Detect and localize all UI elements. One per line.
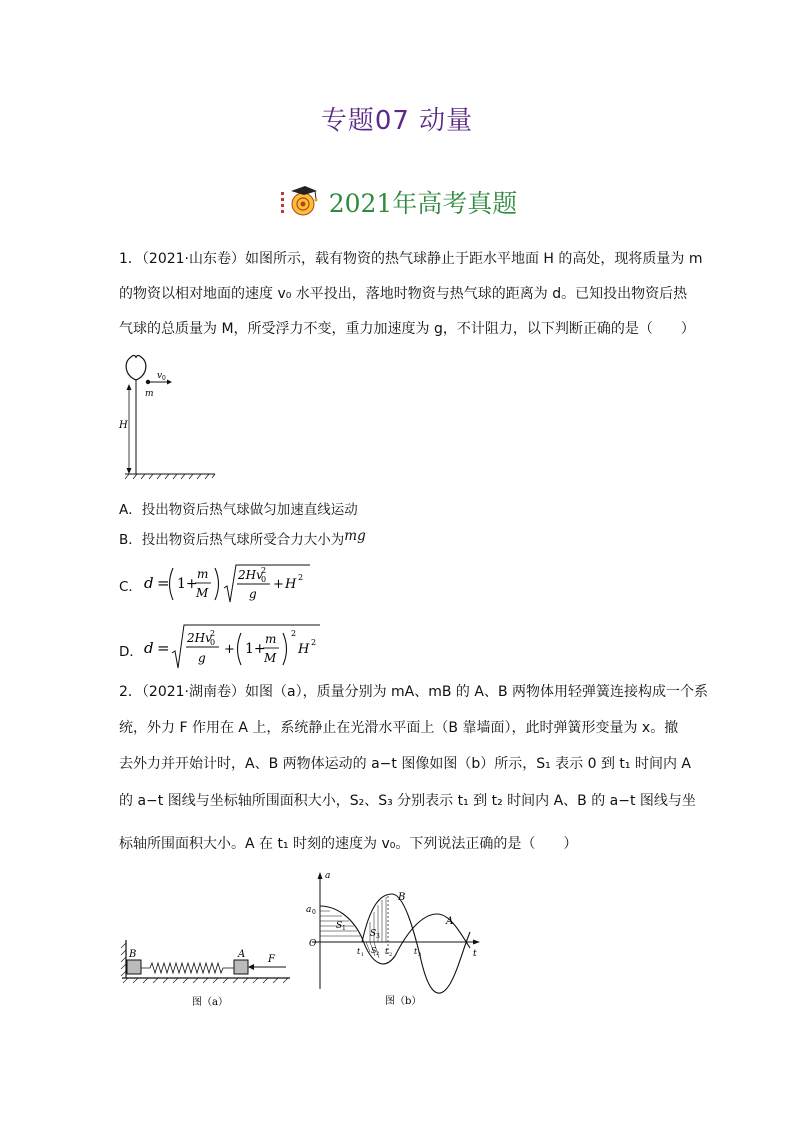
q2-figure-b <box>300 866 490 1008</box>
fig-a-F: F <box>268 954 275 965</box>
svg-text:2: 2 <box>261 566 267 575</box>
H-label: H <box>119 420 128 431</box>
fig-b-t-axis: t <box>473 949 477 959</box>
svg-text:1+: 1+ <box>245 641 266 657</box>
svg-text:2: 2 <box>291 629 297 638</box>
svg-text:H: H <box>285 577 297 592</box>
page-title: 专题07 动量 <box>320 106 474 136</box>
svg-text:g: g <box>249 587 257 601</box>
q1-line-3: 气球的总质量为 M，所受浮力不变，重力加速度为 g，不计阻力，以下判断正确的是（ ） <box>119 321 695 337</box>
fig-a-caption: 图（a） <box>192 997 228 1008</box>
svg-text:2: 2 <box>298 573 304 582</box>
fig-b-S1-sub: 1 <box>342 925 346 932</box>
section-header <box>0 182 794 222</box>
graduate-cap-mascot-icon <box>277 182 321 222</box>
q1-option-d-label: D． <box>119 644 143 660</box>
fig-b-t3: t <box>414 947 418 956</box>
section-title: 2021年高考真题 <box>328 189 518 218</box>
svg-text:2Hv: 2Hv <box>238 568 263 582</box>
svg-text:2: 2 <box>210 629 216 638</box>
q1-option-c-label: C． <box>119 579 142 595</box>
fig-b-a0: a <box>306 905 312 915</box>
q2-line-5: 标轴所围面积大小。A 在 t₁ 时刻的速度为 v₀。下列说法正确的是（ ） <box>119 836 578 852</box>
svg-text:0: 0 <box>210 638 216 647</box>
q1-option-c-formula <box>140 560 340 608</box>
q1-option-b <box>119 528 366 548</box>
q1-option-d-formula <box>140 621 340 673</box>
fig-b-t2-sub: 2 <box>389 952 393 958</box>
fig-b-S2-sub: 2 <box>376 951 380 957</box>
fig-b-caption: 图（b） <box>385 996 422 1007</box>
fig-b-a-axis: a <box>325 871 331 881</box>
fig-b-t3-sub: 3 <box>418 952 422 958</box>
svg-text:+: + <box>224 642 235 657</box>
fig-b-S2: S <box>371 946 377 955</box>
svg-text:d: d <box>144 639 154 657</box>
fig-a-A: A <box>238 949 246 960</box>
m-label: m <box>145 389 154 399</box>
svg-text:=: = <box>157 639 170 657</box>
fig-b-t1: t <box>357 947 361 956</box>
svg-text:0: 0 <box>261 575 267 584</box>
svg-text:+: + <box>273 577 284 592</box>
balloon-icon <box>126 355 146 380</box>
fig-b-origin: O <box>309 939 317 949</box>
curve-A <box>320 906 470 964</box>
svg-text:M: M <box>196 586 209 600</box>
svg-text:2: 2 <box>311 638 317 647</box>
q1-line-1: 1．（2021·山东卷）如图所示，载有物资的热气球静止于距水平地面 H 的高处，现将质量为 m <box>119 251 703 267</box>
svg-text:=: = <box>157 574 170 592</box>
fig-a-B: B <box>129 949 137 960</box>
fig-b-B-label: B <box>398 892 406 903</box>
svg-text:1+: 1+ <box>177 576 198 592</box>
fig-b-A-label: A <box>446 916 454 927</box>
v0-sub: 0 <box>162 375 166 382</box>
svg-text:H: H <box>298 642 310 657</box>
svg-text:M: M <box>264 651 277 665</box>
q1-option-b-math: mg <box>344 528 366 544</box>
fig-b-S3-sub: 3 <box>376 933 380 940</box>
q1-figure <box>115 348 225 480</box>
svg-text:2Hv: 2Hv <box>187 631 212 645</box>
q2-line-2: 统，外力 F 作用在 A 上，系统静止在光滑水平面上（B 靠墙面），此时弹簧形变量为 x。撤 <box>119 720 679 736</box>
svg-text:m: m <box>197 567 209 581</box>
q1-option-b-text: B．投出物资后热气球所受合力大小为 <box>119 532 345 548</box>
q2-line-4: 的 a−t 图线与坐标轴所围面积大小，S₂、S₃ 分别表示 t₁ 到 t₂ 时间内 A、B 的 a−t 图线与坐 <box>119 793 696 809</box>
svg-text:d: d <box>144 574 154 592</box>
q2-line-3: 去外力并开始计时，A、B 两物体运动的 a−t 图像如图（b）所示，S₁ 表示 0 到 t₁ 时间内 A <box>119 756 692 772</box>
fig-b-S1: S <box>336 921 343 931</box>
fig-b-t1-sub: 1 <box>361 952 365 958</box>
q1-option-a: A．投出物资后热气球做匀加速直线运动 <box>119 502 358 518</box>
svg-text:m: m <box>265 632 277 646</box>
q2-figure-a <box>118 935 298 1010</box>
fig-b-a0-sub: 0 <box>312 909 316 916</box>
svg-text:g: g <box>198 651 206 665</box>
q2-line-1: 2．（2021·湖南卷）如图（a），质量分别为 mA、mB 的 A、B 两物体用轻弹簧连接构成一个系 <box>119 684 709 700</box>
fig-b-t2: t <box>385 947 389 956</box>
fig-b-S3: S <box>370 929 377 939</box>
q1-line-2: 的物资以相对地面的速度 v₀ 水平投出，落地时物资与热气球的距离为 d。已知投出物资后热 <box>119 286 688 302</box>
v0-label: v <box>157 371 163 381</box>
